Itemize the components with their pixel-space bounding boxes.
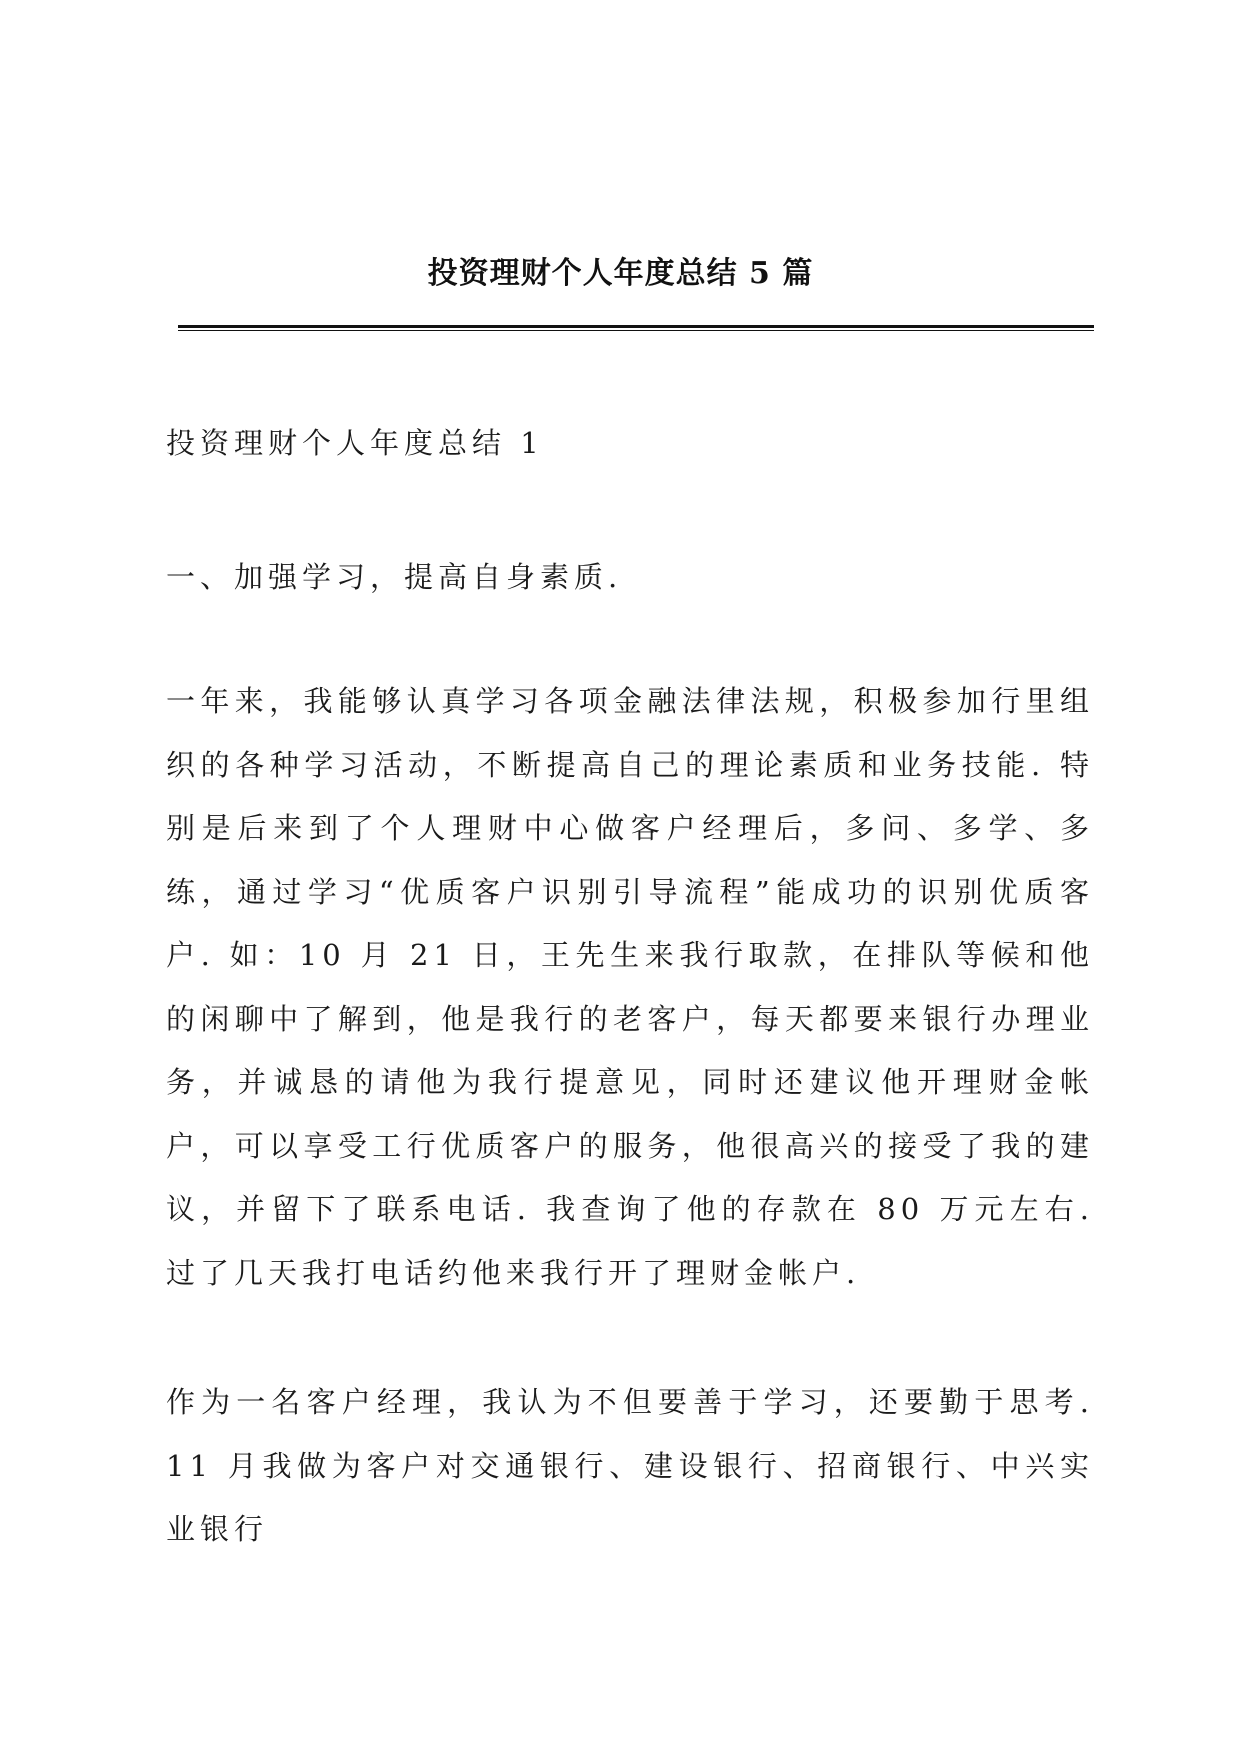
document-title: 投资理财个人年度总结 5 篇: [427, 256, 814, 291]
paragraph-text: 作为一名客户经理，我认为不但要善于学习，还要勤于思考. 11 月我做为客户对交通银行、建设银行、招商银行、中兴实业银行: [166, 1385, 1094, 1546]
section-heading: 投资理财个人年度总结 1: [166, 426, 544, 460]
title-divider: [178, 325, 1094, 331]
body-paragraph: [166, 1371, 1094, 1562]
body-paragraph: [166, 670, 1094, 1305]
divider-thin-line: [178, 330, 1094, 331]
paragraph-text: 一年来，我能够认真学习各项金融法律法规，积极参加行里组织的各种学习活动，不断提高自己的理论素质和业务技能. 特别是后来到了个人理财中心做客户经理后，多问、多学、多练，通过学习“优质客户识别引导流程”能成功的识别优质客户. 如：10 月 21 日，王先生来我行取款，在排队等候和他的闲聊中了解到，他是我行的老客户，每天都要来银行办理业务，并诚恳的请他为我行提意见，同时还建议他开理财金帐户，可以享受工行优质客户的服务，他很高兴的接受了我的建议，并留下了联系电话. 我查询了他的存款在 80 万元左右. 过了几天我打电话约他来我行开了理财金帐户.: [166, 684, 1094, 1290]
subheading: 一、加强学习，提高自身素质.: [166, 560, 623, 594]
divider-thick-line: [178, 325, 1094, 328]
